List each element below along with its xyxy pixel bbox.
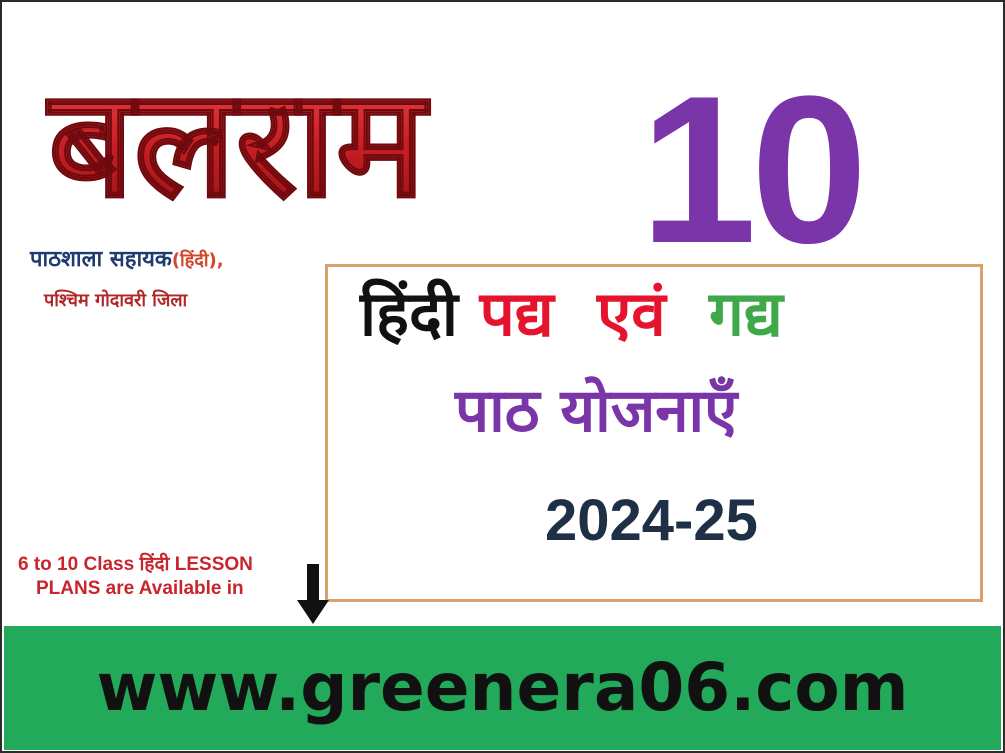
promo-text: [18, 553, 253, 601]
subtitle-main: पाठशाला सहायक: [30, 247, 172, 272]
academic-year: 2024-25: [545, 488, 758, 553]
title-line-1: [360, 277, 783, 350]
title-word-hindi: हिंदी: [360, 277, 458, 350]
arrow-down-icon: [293, 562, 333, 626]
brand-subtitle: [30, 243, 224, 273]
logo-text: बलराम: [48, 57, 426, 230]
promo-line-2: PLANS are Available in: [36, 577, 244, 599]
promo-line-1: 6 to 10 Class हिंदी LESSON: [18, 554, 253, 575]
balram-logo: [22, 50, 452, 230]
title-line-2: पाठ योजनाएँ: [455, 376, 738, 446]
subtitle-paren: (हिंदी),: [171, 250, 224, 271]
title-word-evam: एवं: [597, 277, 666, 350]
title-word-gadya: गद्य: [708, 277, 783, 350]
brand-location: पश्चिम गोदावरी जिला: [44, 290, 188, 311]
website-link[interactable]: www.greenera06.com: [96, 649, 909, 726]
title-word-padya: पद्य: [479, 277, 554, 350]
grade-number: 10: [640, 52, 862, 287]
